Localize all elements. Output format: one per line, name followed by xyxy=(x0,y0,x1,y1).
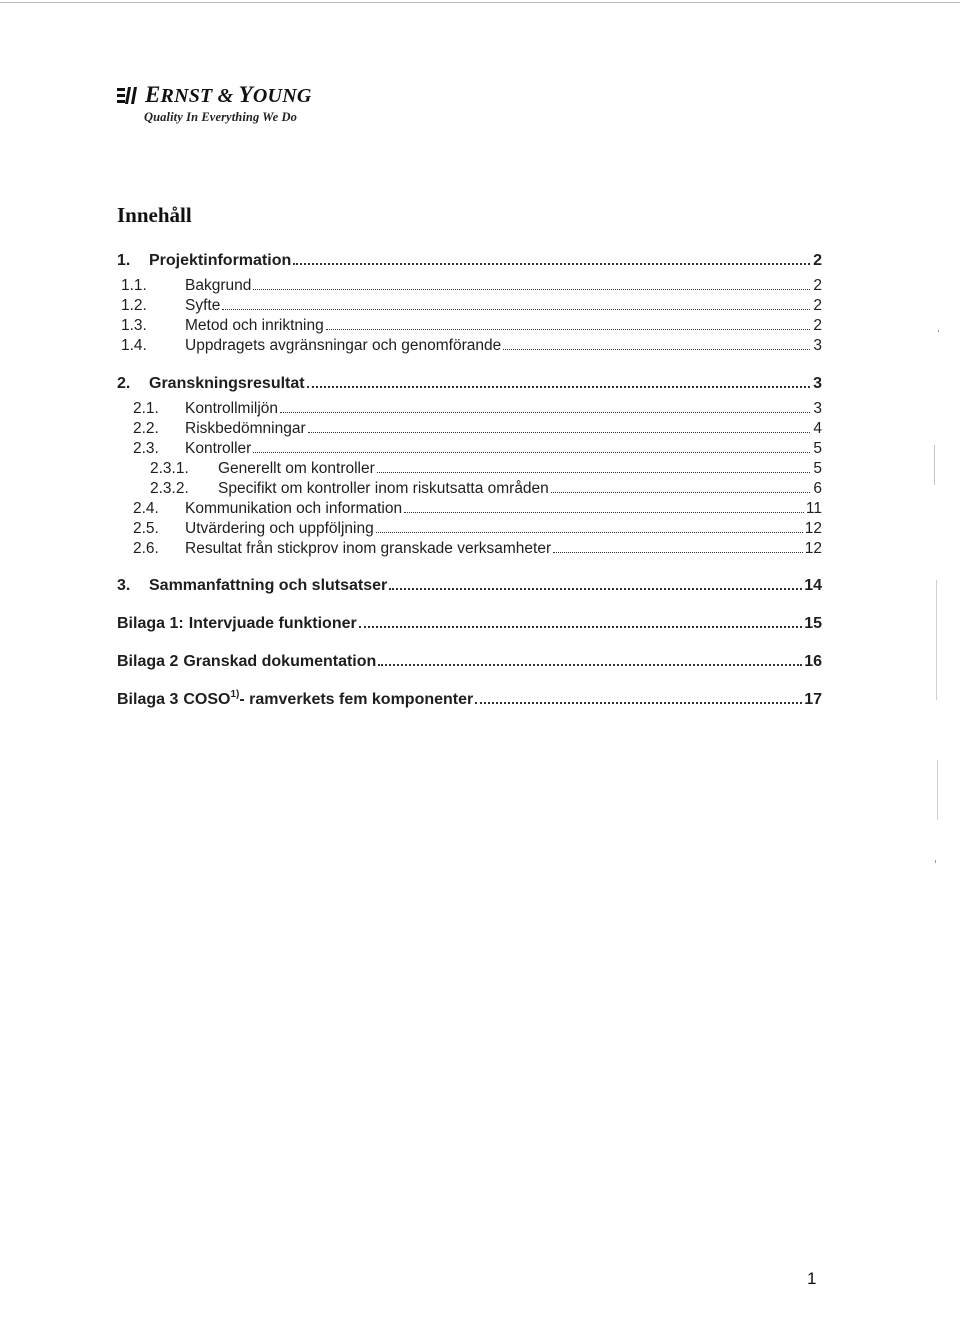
toc-dot-leader xyxy=(253,289,810,290)
toc-entry-title: COSO$^{1)}$- ramverkets fem komponenter xyxy=(183,689,474,708)
scan-speck xyxy=(937,760,938,820)
toc-page-number: 12 xyxy=(804,520,822,537)
toc-entry-title: Riskbedömningar xyxy=(185,420,306,437)
toc-entry-number: 2.5. xyxy=(133,520,159,537)
toc-entry-number: 3. xyxy=(117,577,131,594)
toc-entry-number: 2.6. xyxy=(133,540,159,557)
scan-speck xyxy=(938,330,939,332)
toc-entry-title: Uppdragets avgränsningar och genomförande xyxy=(185,337,502,354)
toc-page-number: 6 xyxy=(813,480,822,497)
scan-speck xyxy=(936,580,937,700)
toc-entry-number: 1. xyxy=(117,252,131,269)
toc-page-number: 4 xyxy=(813,420,822,437)
toc-dot-leader xyxy=(475,702,802,704)
toc-dot-leader xyxy=(377,472,810,473)
toc-dot-leader xyxy=(378,664,802,666)
toc-page-number: 15 xyxy=(804,615,822,632)
toc-page-number: 11 xyxy=(805,500,822,517)
footnote-marker: 1) xyxy=(230,689,240,700)
toc-entry[interactable] xyxy=(117,374,822,394)
toc-entry-number: 1.3. xyxy=(121,317,147,334)
toc-dot-leader xyxy=(389,588,802,590)
toc-page-number: 3 xyxy=(813,337,822,354)
toc-page-number: 3 xyxy=(813,400,822,417)
toc-page-number: 3 xyxy=(813,375,822,392)
toc-dot-leader xyxy=(404,512,804,513)
toc-dot-leader xyxy=(359,626,802,628)
toc-page-number: 2 xyxy=(813,297,822,314)
toc-entry[interactable] xyxy=(117,690,822,710)
toc-entry[interactable] xyxy=(117,439,822,459)
toc-entry-number: 2.2. xyxy=(133,420,159,437)
toc-page-number: 5 xyxy=(813,440,822,457)
toc-dot-leader xyxy=(280,412,810,413)
toc-entry-title: Syfte xyxy=(185,297,221,314)
toc-entry-number: 2.3.1. xyxy=(150,460,189,477)
scan-speck xyxy=(934,445,935,485)
toc-entry-title: Intervjuade funktioner xyxy=(188,615,357,632)
toc-page-number: 5 xyxy=(813,460,822,477)
page-number: 1 xyxy=(807,1269,817,1288)
logo-tagline: Quality In Everything We Do xyxy=(144,110,297,124)
toc-dot-leader xyxy=(551,492,810,493)
toc-entry-number: 1.4. xyxy=(121,337,147,354)
toc-page-number: 16 xyxy=(804,653,822,670)
toc-entry-title: Kommunikation och information xyxy=(185,500,403,517)
toc-dot-leader xyxy=(376,532,803,533)
toc-entry[interactable] xyxy=(117,251,822,271)
toc-entry-title: Granskningsresultat xyxy=(149,375,305,392)
toc-entry-number: 2. xyxy=(117,375,131,392)
toc-entry[interactable] xyxy=(117,316,822,336)
scan-artifact-line xyxy=(0,2,960,3)
toc-entry[interactable] xyxy=(117,276,822,296)
toc-entry[interactable] xyxy=(117,459,822,479)
toc-entry-title: Generellt om kontroller xyxy=(218,460,375,477)
toc-page-number: 2 xyxy=(813,252,822,269)
toc-entry[interactable] xyxy=(117,419,822,439)
toc-entry[interactable] xyxy=(117,399,822,419)
toc-entry-number: 2.4. xyxy=(133,500,159,517)
toc-entry-number: 2.1. xyxy=(133,400,159,417)
toc-entry-title: Bakgrund xyxy=(185,277,252,294)
toc-page-number: 2 xyxy=(813,317,822,334)
toc-entry[interactable] xyxy=(117,479,822,499)
toc-entry-number: Bilaga 2 xyxy=(117,653,179,670)
ernst-young-mark-icon xyxy=(117,87,141,105)
toc-dot-leader xyxy=(503,349,810,350)
toc-dot-leader xyxy=(307,386,810,388)
toc-page-number: 14 xyxy=(804,577,822,594)
logo-wordmark: ERNST & YOUNG xyxy=(145,82,312,107)
toc-entry-title: Sammanfattning och slutsatser xyxy=(149,577,388,594)
toc-entry-number: 2.3. xyxy=(133,440,159,457)
toc-entry[interactable] xyxy=(117,296,822,316)
toc-entry-number: Bilaga 3 xyxy=(117,691,179,708)
toc-entry[interactable] xyxy=(117,576,822,596)
toc-entry[interactable] xyxy=(117,539,822,559)
toc-page-number: 17 xyxy=(804,691,822,708)
toc-entry-title: Kontroller xyxy=(185,440,252,457)
toc-dot-leader xyxy=(308,432,810,433)
toc-entry-number: Bilaga 1: xyxy=(117,615,184,632)
toc-dot-leader xyxy=(326,329,810,330)
toc-entry-title: Resultat från stickprov inom granskade verksamheter xyxy=(185,540,552,557)
toc-dot-leader xyxy=(222,309,810,310)
toc-entry[interactable] xyxy=(117,614,822,634)
toc-entry-title: Metod och inriktning xyxy=(185,317,324,334)
ernst-young-logo xyxy=(117,82,311,125)
toc-entry[interactable] xyxy=(117,336,822,356)
toc-entry[interactable] xyxy=(117,652,822,672)
toc-page-number: 2 xyxy=(813,277,822,294)
toc-entry-number: 2.3.2. xyxy=(150,480,189,497)
scan-speck xyxy=(935,860,936,863)
toc-entry-title: Projektinformation xyxy=(149,252,292,269)
toc-entry-title: Specifikt om kontroller inom riskutsatta områden xyxy=(218,480,549,497)
toc-entry-number: 1.1. xyxy=(121,277,147,294)
toc-page-number: 12 xyxy=(804,540,822,557)
toc-dot-leader xyxy=(553,552,803,553)
toc-dot-leader xyxy=(253,452,810,453)
toc-entry[interactable] xyxy=(117,519,822,539)
toc-entry[interactable] xyxy=(117,499,822,519)
toc-entry-title: Granskad dokumentation xyxy=(183,653,377,670)
toc-dot-leader xyxy=(293,263,810,265)
toc-entry-number: 1.2. xyxy=(121,297,147,314)
toc-entry-title: Kontrollmiljön xyxy=(185,400,279,417)
toc-entry-title: Utvärdering och uppföljning xyxy=(185,520,374,537)
toc-heading: Innehåll xyxy=(117,203,192,227)
